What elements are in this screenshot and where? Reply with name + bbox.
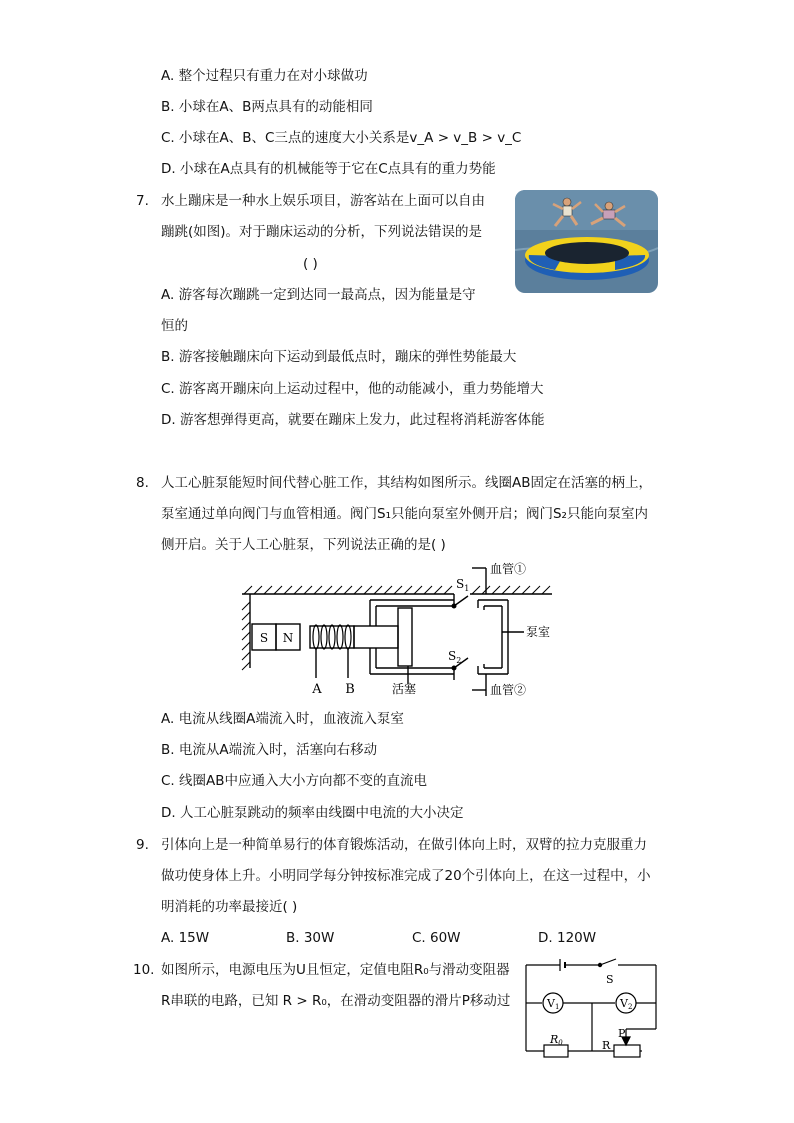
q6-option-c: C. 小球在A、B、C三点的速度大小关系是v_A > v_B > v_C (161, 130, 522, 146)
q9-stem-line-2: 做功使身体上升。小明同学每分钟按标准完成了20个引体向上，在这一过程中，小 (161, 868, 651, 884)
q8-stem-line-2: 泵室通过单向阀门与血管相通。阀门S₁只能向泵室外侧开启；阀门S₂只能向泵室内 (161, 506, 648, 522)
q8-option-b: B. 电流从A端流入时，活塞向右移动 (161, 742, 378, 758)
q8-option-d: D. 人工心脏泵跳动的频率由线圈中电流的大小决定 (161, 805, 464, 821)
q7-option-c: C. 游客离开蹦床向上运动过程中，他的动能减小，重力势能增大 (161, 381, 544, 397)
resistor-r0-label: R0 (550, 1033, 563, 1047)
piston-label: 活塞 (391, 682, 417, 696)
q7-stem-line-1: 水上蹦床是一种水上娱乐项目，游客站在上面可以自由 (161, 193, 485, 209)
slider-p-label: P (618, 1027, 626, 1040)
q10-stem-line-1: 如图所示，电源电压为U且恒定，定值电阻R₀与滑动变阻器 (161, 962, 510, 978)
q7-stem-line-2: 蹦跳(如图)。对于蹦床运动的分析，下列说法错误的是 (161, 224, 483, 240)
q9-number: 9. (136, 837, 149, 853)
switch-s-label: S (606, 973, 614, 986)
q7-option-a: A. 游客每次蹦跳一定到达同一最高点，因为能量是守 (161, 287, 476, 303)
q6-option-a: A. 整个过程只有重力在对小球做功 (161, 68, 368, 84)
q7-option-d: D. 游客想弹得更高，就要在蹦床上发力，此过程将消耗游客体能 (161, 412, 545, 428)
q8-option-a: A. 电流从线圈A端流入时，血液流入泵室 (161, 711, 404, 727)
trampoline-photo (515, 190, 658, 293)
q7-answer-bracket: ( ) (303, 256, 318, 272)
voltmeter-v2-label: V2 (620, 997, 633, 1011)
q10-number: 10. (133, 962, 155, 978)
q6-option-d: D. 小球在A点具有的机械能等于它在C点具有的重力势能 (161, 161, 496, 177)
coil-end-a-label: A (312, 682, 322, 697)
q6-option-b: B. 小球在A、B两点具有的动能相同 (161, 99, 373, 115)
rheostat-r-label: R (602, 1039, 611, 1052)
pump-chamber-label: 泵室 (526, 625, 551, 639)
q8-stem-line-1: 人工心脏泵能短时间代替心脏工作，其结构如图所示。线圈AB固定在活塞的柄上， (161, 475, 652, 491)
q9-option-d: D. 120W (538, 930, 597, 946)
q7-number: 7. (136, 193, 149, 209)
q9-option-b: B. 30W (286, 930, 335, 946)
magnet-s-label: S (259, 631, 269, 645)
q8-number: 8. (136, 475, 149, 491)
heart-pump-diagram (232, 560, 562, 702)
q8-stem-line-3: 侧开启。关于人工心脏泵，下列说法正确的是( ) (161, 537, 446, 553)
circuit-diagram (520, 955, 665, 1060)
q9-stem-line-3: 明消耗的功率最接近( ) (161, 899, 298, 915)
q7-option-b: B. 游客接触蹦床向下运动到最低点时，蹦床的弹性势能最大 (161, 349, 517, 365)
q10-stem-line-2: R串联的电路，已知 R > R₀，在滑动变阻器的滑片P移动过 (161, 993, 511, 1009)
q7-option-a-cont: 恒的 (161, 318, 188, 334)
voltmeter-v1-label: V1 (547, 997, 560, 1011)
q9-option-c: C. 60W (412, 930, 461, 946)
q9-stem-line-1: 引体向上是一种简单易行的体育锻炼活动，在做引体向上时，双臂的拉力克服重力 (161, 837, 647, 853)
q9-option-a: A. 15W (161, 930, 210, 946)
q8-option-c: C. 线圈AB中应通入大小方向都不变的直流电 (161, 773, 428, 789)
vessel-1-label: 血管① (490, 562, 527, 576)
coil-end-b-label: B (345, 682, 355, 697)
vessel-2-label: 血管② (490, 683, 527, 697)
valve-s1-label: $S_1$ (456, 577, 470, 593)
valve-s2-label: $S_2$ (448, 649, 462, 665)
magnet-n-label: N (282, 631, 294, 645)
